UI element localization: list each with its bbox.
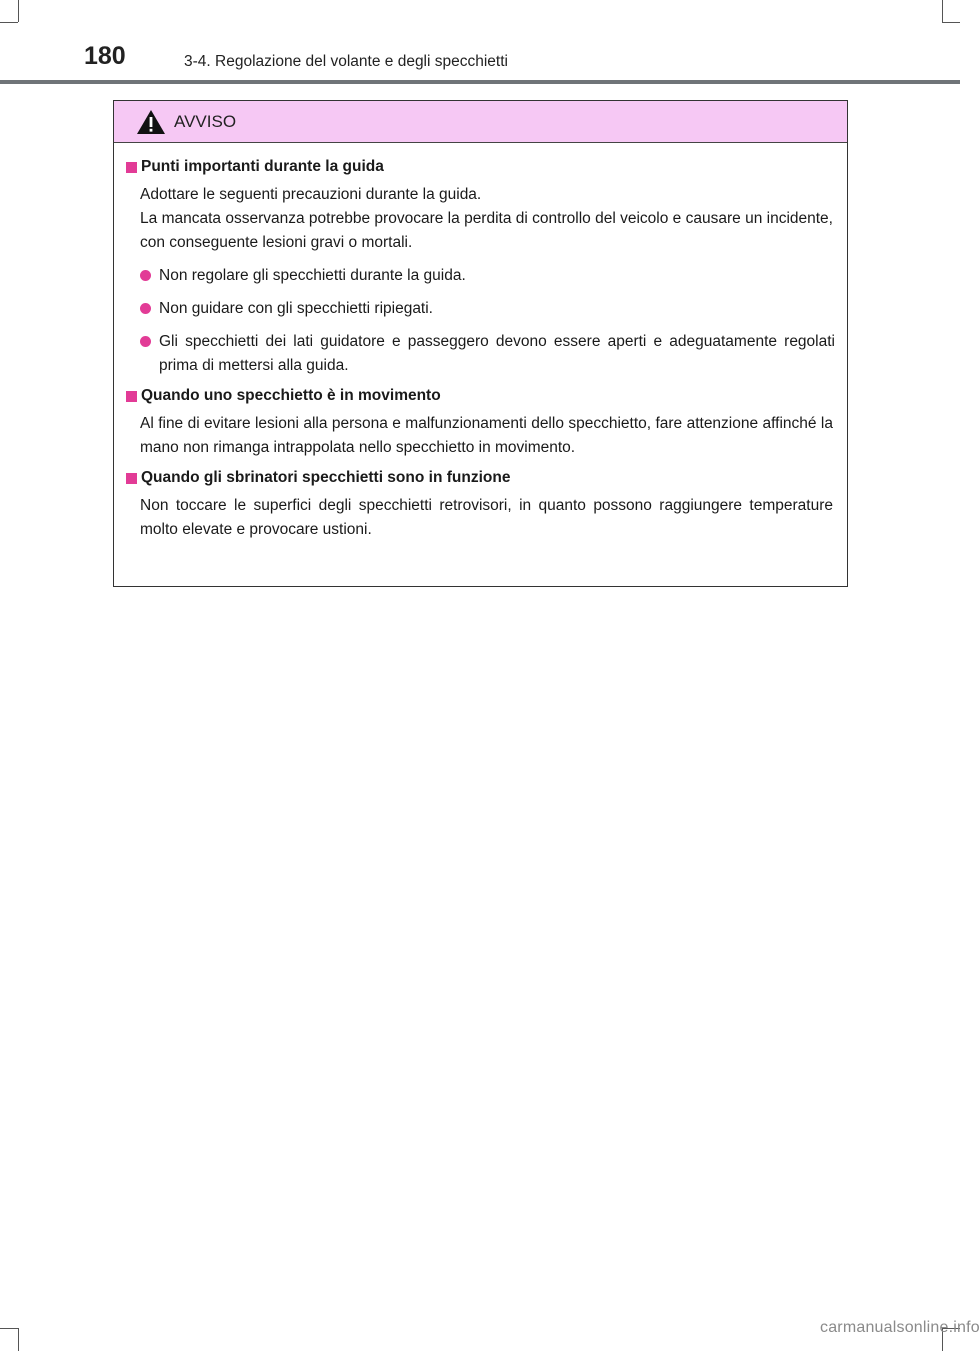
square-bullet-icon bbox=[126, 162, 137, 173]
warning-triangle-icon bbox=[136, 109, 166, 135]
warning-label: AVVISO bbox=[174, 112, 237, 131]
paragraph: La mancata osservanza potrebbe provocare la perdita di controllo del veicolo e causare un incidente, con conseguente lesioni gravi o mortali. bbox=[140, 210, 833, 251]
section-heading-text: Punti importanti durante la guida bbox=[141, 158, 384, 175]
section-heading bbox=[114, 468, 847, 488]
list-item-text: Non regolare gli specchietti durante la guida. bbox=[159, 267, 466, 284]
list-item bbox=[140, 297, 835, 321]
list-item-text: Non guidare con gli specchietti ripiegati. bbox=[159, 300, 433, 317]
watermark: carmanualsonline.info bbox=[820, 1319, 980, 1336]
circle-bullet-icon bbox=[140, 336, 151, 347]
crop-mark bbox=[942, 0, 943, 22]
paragraph: Al fine di evitare lesioni alla persona e malfunzionamenti dello specchietto, fare attenzione affinché la mano non rimanga intrappolata nello specchietto in movimento. bbox=[140, 415, 833, 456]
crop-mark bbox=[18, 1328, 19, 1351]
square-bullet-icon bbox=[126, 473, 137, 484]
list-item bbox=[140, 330, 835, 378]
section-heading bbox=[114, 386, 847, 406]
section-heading bbox=[114, 157, 847, 177]
circle-bullet-icon bbox=[140, 303, 151, 314]
warning-body bbox=[114, 157, 847, 542]
crop-mark bbox=[0, 22, 18, 23]
warning-header bbox=[114, 101, 847, 143]
page-number: 180 bbox=[84, 42, 126, 70]
list-item-text: Gli specchietti dei lati guidatore e passeggero devono essere aperti e adeguatamente regolati prima di mettersi alla guida. bbox=[159, 333, 835, 374]
spacer bbox=[114, 460, 847, 468]
paragraph: Non toccare le superfici degli specchietti retrovisori, in quanto possono raggiungere temperature molto elevate e provocare ustioni. bbox=[140, 497, 833, 538]
section-heading-text: Quando gli sbrinatori specchietti sono in funzione bbox=[141, 469, 511, 486]
warning-box bbox=[113, 100, 848, 587]
crop-mark bbox=[0, 1328, 18, 1329]
list-item bbox=[140, 264, 835, 288]
section-title: 3-4. Regolazione del volante e degli specchietti bbox=[184, 53, 508, 70]
crop-mark bbox=[18, 0, 19, 22]
spacer bbox=[114, 378, 847, 386]
header-rule bbox=[0, 80, 960, 84]
paragraph: Adottare le seguenti precauzioni durante la guida. bbox=[140, 186, 482, 203]
section-heading-text: Quando uno specchietto è in movimento bbox=[141, 387, 441, 404]
circle-bullet-icon bbox=[140, 270, 151, 281]
crop-mark bbox=[942, 22, 960, 23]
square-bullet-icon bbox=[126, 391, 137, 402]
